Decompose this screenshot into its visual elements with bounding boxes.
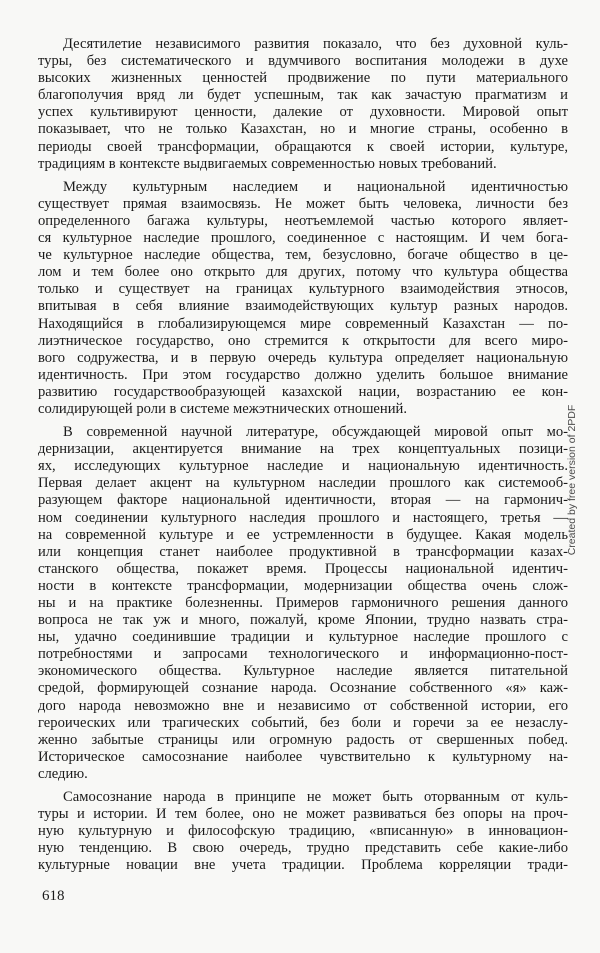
text-line: дого народа невозможно вне и независимо от собственной истории, его (38, 697, 568, 714)
text-line: следию. (38, 765, 88, 782)
text-line: успех культивируют ценности, далекие от духовности. Мировой опыт (38, 104, 568, 121)
text-line: благополучия вряд ли будет успешным, так как зачастую прагматизм и (38, 87, 568, 104)
page-body (38, 36, 568, 881)
text-line: вопроса не так уж и много, пожалуй, кроме Японии, трудно назвать стра- (38, 612, 568, 629)
text-line: Историческое самосознание наиболее чувствительно к культурному на- (38, 748, 568, 765)
page-number: 618 (42, 888, 65, 904)
paragraph-1 (38, 36, 568, 173)
text-line: развитию государствообразующей казахской нации, возрастанию ее кон- (38, 383, 568, 400)
text-line: ности в контексте трансформации, модернизации общества очень слож- (38, 577, 568, 594)
text-line: или концепция станет наиболее продуктивной в трансформации казах- (38, 543, 568, 560)
text-line: че культурное наследие общества, тем, безусловно, богаче общество в це- (38, 247, 568, 264)
text-line: героических или трагических событий, без боли и горечи за ее незаслу- (38, 714, 568, 731)
text-line: В современной научной литературе, обсуждающей мировой опыт мо- (63, 424, 568, 441)
text-line: ях, исследующих культурное наследие и национальную идентичность. (38, 458, 568, 475)
text-line: вого содружества, и в первую очередь культура определяет национальную (38, 349, 568, 366)
text-line: Самосознание народа в принципе не может быть оторванным от куль- (63, 789, 568, 806)
text-line: высоких жизненных ценностей продвижение по пути материального (38, 70, 568, 87)
text-line: только и существует на границах культурного взаимодействия этносов, (38, 281, 568, 298)
text-line: дернизации, акцентируется внимание на трех концептуальных позици- (38, 441, 568, 458)
text-line: культурные новации вне учета традиции. Проблема корреляции тради- (38, 857, 568, 874)
watermark: Created by free version of 2PDF (566, 404, 578, 556)
text-line: разующем факторе национальной идентичности, вторая — на гармонич- (38, 492, 568, 509)
text-line: определенного багажа культуры, неотъемлемой частью которого являет- (38, 212, 568, 229)
paragraph-3 (38, 424, 568, 783)
paragraph-4 (38, 789, 568, 874)
text-line: ную тенденцию. В свою очередь, трудно представить себе какие-либо (38, 840, 568, 857)
text-line: Между культурным наследием и национальной идентичностью (63, 178, 568, 195)
text-line: ны и на практике болезненны. Примеров гармоничного решения данного (38, 595, 568, 611)
text-line: потребностями и запросами технологического и информационно-пост- (38, 646, 568, 663)
text-line: Первая делает акцент на культурном наследии прошлого как системооб- (38, 475, 568, 492)
text-line: ны, удачно соединившие традиции и культурное наследие прошлого с (38, 629, 568, 646)
text-line: идентичность. При этом государство должно уделить большое внимание (38, 366, 568, 383)
text-line: женно забытые страницы или огромную радость от свершенных побед. (38, 731, 568, 748)
text-line: ся культурное наследие прошлого, соединенное с настоящим. И чем бога- (38, 230, 568, 247)
text-line: Десятилетие независимого развития показало, что без духовной куль- (63, 36, 568, 52)
text-line: лиэтническое государство, оно стремится к открытости для всего миро- (38, 332, 568, 349)
text-line: впитывая в себя влияние взаимодействующих культур разных народов. (38, 298, 568, 315)
text-line: средой, формирующей сознание народа. Осознание собственного «я» каж- (38, 680, 568, 697)
text-line: ном соединении культурного наследия прошлого и настоящего, третья — (38, 509, 568, 526)
text-line: лом и тем более оно открыто для других, потому что культура общества (38, 264, 568, 281)
text-line: традициям в контексте выдвигаемых современностью новых требований. (38, 155, 497, 172)
text-line: показывает, что не только Казахстан, но и многие страны, особенно в (38, 121, 568, 138)
text-line: ную культурную и философскую традицию, «вписанную» в инновацион- (38, 823, 568, 840)
paragraph-2 (38, 179, 568, 418)
text-line: периоды своей трансформации, обращаются к своей истории, культуре, (38, 138, 568, 155)
text-line: Находящийся в глобализирующемся мире современный Казахстан — по- (38, 315, 568, 332)
text-line: существует прямая взаимосвязь. Не может быть человека, личности без (38, 195, 568, 212)
text-line: туры и истории. И тем более, оно не может развиваться без опоры на проч- (38, 806, 568, 823)
text-line: на современной культуре и ее устремленности в будущее. Какая модель (38, 526, 568, 543)
text-line: солидирующей роли в системе межэтнических отношений. (38, 400, 407, 417)
text-line: станского общества, покажет время. Процессы национальной идентич- (38, 560, 568, 577)
text-line: экономического общества. Культурное наследие является питательной (38, 663, 568, 680)
text-line: туры, без систематического и вдумчивого воспитания молодежи в духе (38, 53, 568, 70)
